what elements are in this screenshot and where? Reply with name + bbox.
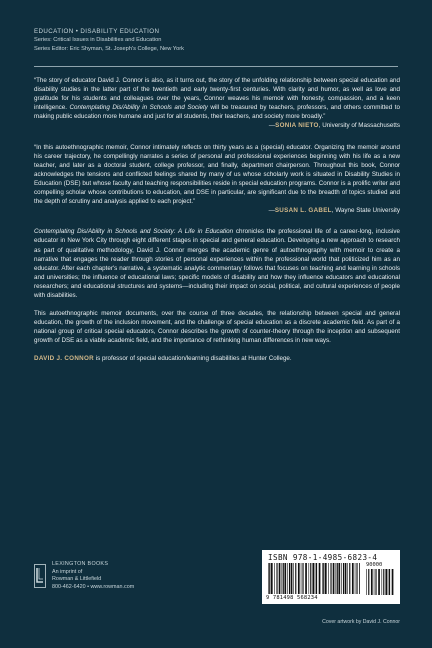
reviewer-affiliation: , University of Massachusetts — [318, 122, 400, 130]
barcode-bar — [378, 569, 380, 595]
barcode-bar — [298, 563, 300, 594]
barcode-bar — [295, 563, 296, 594]
quote-text: will be treasured by teachers, professors, and others committed to making public education more humane and just for all students, their teachers, and society more broadly.” — [34, 104, 400, 121]
barcode-bar — [330, 563, 331, 594]
back-cover-text — [34, 76, 400, 364]
reviewer-name: SUSAN L. GABEL — [274, 207, 332, 215]
barcode-bar — [392, 569, 394, 595]
barcode-bar — [322, 563, 323, 594]
barcode-bar — [269, 563, 270, 594]
review-quote-gabel: “In this autoethnographic memoir, Connor intimately reflects on thirty years as a (special) educator. Organizing the memoir around his career trajectory, he compellingly narrates a series of personal and professional experiences beginning with his life as a new teacher, and later as a doctoral student, college professor, and finally, department chairperson. Throughout this book, Connor acknowledges the tensions and conflicted feelings shared by many of us whose scholarly work is situated in Disability Studies in Education (DSE) but whose faculty and teaching responsibilities reside in special education programs. Connor is a prolific writer and compelling scholar whose contributions to education, and DSE in particular, are significant due to the breadth of topics studied and the depth of scrutiny and analysis applied to each project.” — [34, 143, 400, 206]
barcode-bar — [382, 569, 383, 595]
reviewer-affiliation: , Wayne State University — [331, 207, 400, 215]
barcode-bar — [336, 563, 337, 594]
description-text: chronicles the professional life of a career-long, inclusive educator in New York City through eight different stages in special and general education. Developing a new approach to research as part of qualitative methodology, David J. Connor merges the academic genre of autoethnography with memoir to create a narrative that engages the reader through stories of personal experiences within the professional world that politicized him as an educator. After each chapter's narrative, a systematic analytic commentary follows that focuses on teaching and learning in schools and universities; the influence of educational laws; specific models of disability and how they influence educators and educational researchers; and educational structures and systems—including their impact on social, political, and cultural experiences of people with disabilities. — [34, 228, 400, 299]
isbn-barcode — [262, 550, 400, 604]
barcode-bar — [341, 563, 342, 594]
barcode-bar — [315, 563, 316, 594]
author-bio-text: is professor of special education/learning disabilities at Hunter College. — [93, 355, 292, 363]
barcode-bar — [323, 563, 324, 594]
barcode-bar — [356, 563, 357, 594]
series-name: Series: Critical Issues in Disabilities and Education — [34, 37, 162, 43]
reviewer-name: SONIA NIETO — [275, 122, 319, 130]
subject-category: EDUCATION • DISABILITY EDUCATION — [34, 28, 160, 35]
barcode-bar — [389, 569, 390, 595]
barcode-bar — [333, 563, 335, 594]
description-paragraph-2: This autoethnographic memoir documents, over the course of three decades, the relationship between special and general education, the growth of the inclusion movement, and the challenge of special education as a discrete academic field. As part of a national group of critical special educators, Connor describes the growth of counter-theory through the inception and subsequent growth of DSE as a viable academic field, and the importance of rethinking human differences in new ways. — [34, 310, 400, 345]
barcode-bar — [352, 563, 354, 594]
author-bio — [34, 354, 400, 363]
isbn-number: ISBN 978-1-4985-6823-4 — [268, 553, 378, 562]
review-attribution-gabel: —SUSAN L. GABEL, Wayne State University — [268, 207, 400, 215]
series-editor: Series Editor: Eric Shyman, St. Joseph's College, New York — [34, 45, 184, 52]
barcode-bar — [349, 563, 350, 594]
barcode-bar — [291, 563, 293, 594]
barcode-bar — [316, 563, 317, 594]
barcode-bar — [338, 563, 340, 594]
barcode-digits: 9 781498 568234 — [266, 595, 318, 601]
barcode-bar — [283, 563, 284, 594]
barcode-bars-icon — [268, 563, 360, 594]
barcode-bar — [284, 563, 286, 594]
barcode-bar — [293, 563, 294, 594]
barcode-bar — [368, 569, 369, 595]
review-attribution-nieto: —SONIA NIETO, University of Massachusetts — [268, 122, 400, 130]
barcode-bar — [388, 569, 389, 595]
quote-text: “The story of educator David J. Connor is also, as it turns out, the story of the unfolding relationship between special education and disability studies in the latter part of the twentieth and early twenty-first centuries. With clarity and humor, as well as love and gratitude for his students and colleagues over the years, Connor weaves his memoir with honesty, compassion, and a keen intelligence. — [34, 77, 400, 112]
barcode-bar — [276, 563, 277, 594]
barcode-bar — [301, 563, 302, 594]
barcode-bar — [337, 563, 338, 594]
barcode-bar — [325, 563, 327, 594]
barcode-bar — [343, 563, 344, 594]
barcode-bar — [366, 569, 367, 595]
barcode-bar — [274, 563, 275, 594]
barcode-bar — [347, 563, 348, 594]
publisher-contact: 800-462-6420 • www.rowman.com — [52, 583, 135, 590]
cover-artwork-credit: Cover artwork by David J. Connor — [322, 619, 400, 625]
barcode-bar — [385, 569, 387, 595]
barcode-bar — [289, 563, 290, 594]
header-divider — [34, 66, 398, 67]
barcode-bar — [310, 563, 311, 594]
barcode-bar — [282, 563, 283, 594]
barcode-bar — [305, 563, 307, 594]
barcode-bar — [383, 569, 384, 595]
book-title-italic: Contemplating Dis/Ability in Schools and Society: A Life in Education — [34, 228, 234, 236]
lexington-books-logo-icon — [34, 564, 46, 588]
author-name: DAVID J. CONNOR — [34, 355, 94, 363]
barcode-bar — [287, 563, 288, 594]
barcode-bar — [345, 563, 347, 594]
book-title-italic: Contemplating Dis/Ability in Schools and Society — [69, 104, 208, 112]
barcode-bar — [312, 563, 314, 594]
barcode-bar — [374, 569, 375, 595]
barcode-addon: 90000 — [366, 562, 383, 568]
review-quote-nieto — [34, 76, 400, 121]
barcode-bar — [302, 563, 303, 594]
barcode-bar — [319, 563, 321, 594]
barcode-addon-bars-icon — [366, 569, 394, 595]
barcode-bar — [375, 569, 376, 595]
publisher-imprint: An imprint of — [52, 568, 83, 575]
description-paragraph-1 — [34, 227, 400, 300]
barcode-bar — [309, 563, 310, 594]
barcode-bar — [271, 563, 273, 594]
publisher-name: LEXINGTON BOOKS — [52, 561, 109, 567]
barcode-bar — [371, 569, 373, 595]
barcode-bar — [268, 563, 269, 594]
barcode-bar — [359, 563, 360, 594]
publisher-parent: Rowman & Littlefield — [52, 576, 102, 583]
publisher-info — [52, 561, 134, 591]
barcode-bar — [279, 563, 281, 594]
barcode-bar — [355, 563, 356, 594]
cover-header — [34, 27, 404, 53]
barcode-bar — [328, 563, 329, 594]
